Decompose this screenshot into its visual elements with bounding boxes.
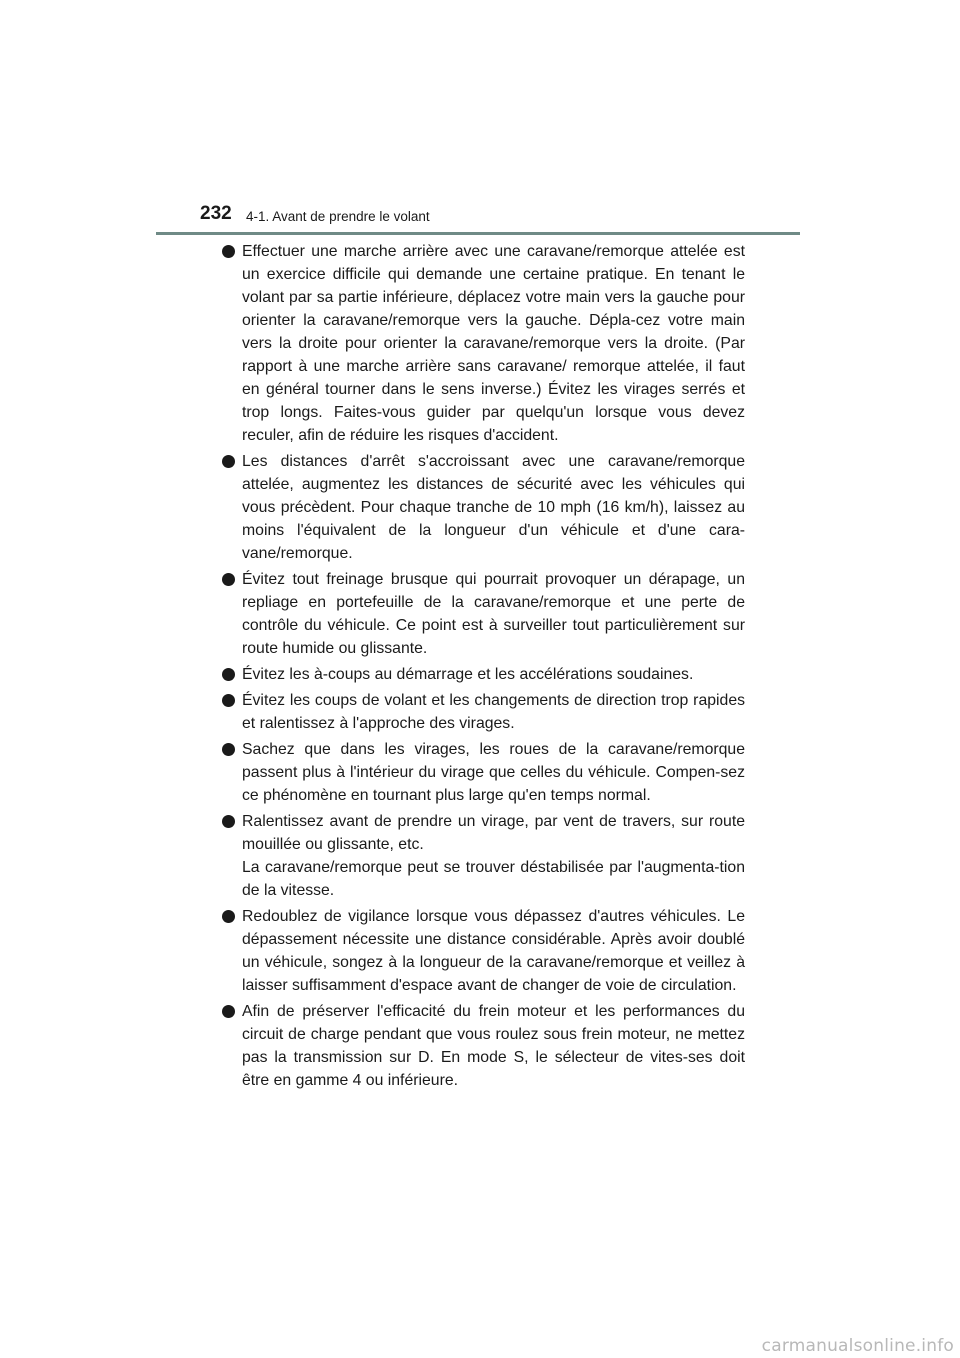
list-item (222, 738, 745, 807)
bullet-icon (222, 743, 235, 756)
list-item (222, 905, 745, 997)
list-item (222, 450, 745, 565)
list-item (222, 663, 745, 686)
bullet-icon (222, 668, 235, 681)
list-item-text: Afin de préserver l'efficacité du frein moteur et les performances du circuit de charge pendant que vous roulez sous frein moteur, ne mettez pas la transmission sur D. En mode S, le sélecteur de vites-ses doit être en gamme 4 ou inférieure. (242, 1003, 745, 1089)
list-item-text: Ralentissez avant de prendre un virage, par vent de travers, sur route mouillée ou glissante, etc. (242, 813, 745, 853)
section-title: 4-1. Avant de prendre le volant (246, 209, 430, 224)
list-item-text: Sachez que dans les virages, les roues de la caravane/remorque passent plus à l'intérieur du virage que celles du véhicule. Compen-sez ce phénomène en tournant plus large qu'en temps normal. (242, 741, 745, 804)
header-divider (156, 232, 800, 235)
list-item-text: Effectuer une marche arrière avec une caravane/remorque attelée est un exercice difficile qui demande une certaine pratique. En tenant le volant par sa partie inférieure, déplacez votre main vers la gauche pour orienter la caravane/remorque vers la gauche. Dépla-cez votre main vers la droite pour orienter la caravane/remorque vers la droite. (Par rapport à une marche arrière sans caravane/ remorque attelée, il faut en général tourner dans le sens inverse.) Évitez les virages serrés et trop longs. Faites-vous guider par quelqu'un lorsque vous devez reculer, afin de réduire les risques d'accident. (242, 243, 745, 444)
list-item (222, 240, 745, 447)
list-item (222, 1000, 745, 1092)
page-number: 232 (200, 203, 232, 224)
bullet-icon (222, 910, 235, 923)
bullet-icon (222, 815, 235, 828)
list-item-text: Évitez les coups de volant et les changements de direction trop rapides et ralentissez à l'approche des virages. (242, 692, 745, 732)
bullet-icon (222, 1005, 235, 1018)
bullet-icon (222, 694, 235, 707)
list-item-text: Évitez les à-coups au démarrage et les accélérations soudaines. (242, 666, 694, 683)
bullet-icon (222, 455, 235, 468)
list-item (222, 689, 745, 735)
list-item-text: Les distances d'arrêt s'accroissant avec une caravane/remorque attelée, augmentez les distances de sécurité avec les véhicules qui vous précèdent. Pour chaque tranche de 10 mph (16 km/h), laissez au moins l'équivalent de la longueur d'un véhicule et d'une cara-vane/remorque. (242, 453, 745, 562)
list-item (222, 810, 745, 902)
list-item-text: La caravane/remorque peut se trouver déstabilisée par l'augmenta-tion de la vitesse. (242, 859, 745, 899)
bullet-icon (222, 573, 235, 586)
bullet-list (222, 240, 745, 1095)
watermark-link[interactable]: carmanualsonline.info (761, 1336, 954, 1356)
page-header (200, 203, 800, 233)
list-item-text: Redoublez de vigilance lorsque vous dépassez d'autres véhicules. Le dépassement nécessite une distance considérable. Après avoir doublé un véhicule, songez à la longueur de la caravane/remorque et veillez à laisser suffisamment d'espace avant de changer de voie de circulation. (242, 908, 745, 994)
list-item-text: Évitez tout freinage brusque qui pourrait provoquer un dérapage, un repliage en portefeuille de la caravane/remorque et une perte de contrôle du véhicule. Ce point est à surveiller tout particulièrement sur route humide ou glissante. (242, 571, 745, 657)
bullet-icon (222, 245, 235, 258)
list-item (222, 568, 745, 660)
